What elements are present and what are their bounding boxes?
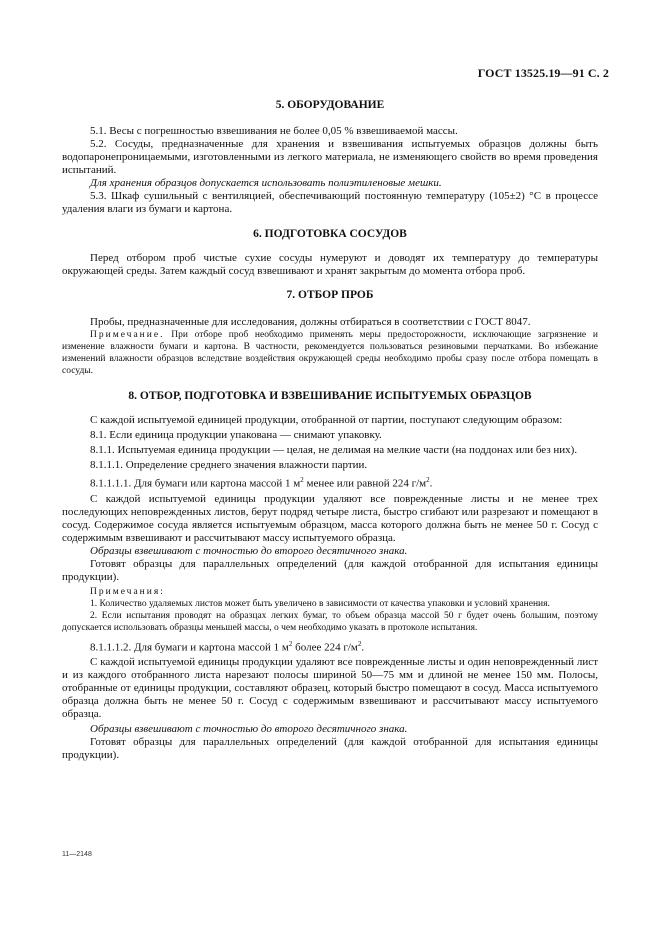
- superscript: 2: [288, 639, 293, 648]
- section-5-title: 5. ОБОРУДОВАНИЕ: [275, 99, 385, 111]
- section-8-title: 8. ОТБОР, ПОДГОТОВКА И ВЗВЕШИВАНИЕ ИСПЫТУЕМЫХ ОБРАЗЦОВ: [128, 390, 532, 402]
- paragraph-7-1: Пробы, предназначенные для исследования, должны отбираться в соответствии с ГОСТ 8047.: [90, 316, 531, 328]
- text-part: менее или равной 224 г/м: [303, 477, 427, 490]
- note-7: [62, 329, 598, 377]
- paragraph-6-1: Перед отбором проб чистые сухие сосуды нумеруют и доводят их температуру до температуры окружающей среды. Затем каждый сосуд взвешивают и хранят закрытым до момента отбора проб.: [62, 252, 598, 277]
- text-part: более 224 г/м: [292, 641, 358, 654]
- paragraph-8-1-1-1-1: [62, 474, 598, 491]
- paragraph-5-3: 5.3. Шкаф сушильный с вентиляцией, обеспечивающий постоянную температуру (105±2) °С в процессе удаления влаги из бумаги и картона.: [62, 190, 598, 215]
- notes-label: [62, 586, 598, 598]
- superscript: 2: [357, 639, 362, 648]
- note-label: Примечание.: [90, 330, 165, 340]
- paragraph-8-1: 8.1. Если единица продукции упакована — снимают упаковку.: [90, 429, 382, 441]
- text-part: .: [361, 641, 365, 654]
- text-part: 8.1.1.1.1. Для бумаги или картона массой 1 м: [90, 477, 301, 490]
- paragraph-8-1-1-1-2: [62, 638, 598, 655]
- superscript: 2: [300, 476, 304, 484]
- paragraph-8-parallel-2: Готовят образцы для параллельных определений (для каждой отобранной для испытания единицы продукции).: [62, 736, 598, 762]
- document-body: [62, 98, 598, 762]
- note-1: 1. Количество удаляемых листов может быть увеличено в зависимости от качества упаковки и условий хранения.: [90, 598, 550, 609]
- page-header: ГОСТ 13525.19—91 С. 2: [477, 66, 609, 80]
- section-6-title: 6. ПОДГОТОВКА СОСУДОВ: [253, 228, 407, 240]
- paragraph-8-intro: С каждой испытуемой единицей продукции, отобранной от партии, поступают следующим образом:: [90, 414, 563, 426]
- note-2: 2. Если испытания проводят на образцах легких бумаг, то объем образца массой 50 г будет очень большим, поэтому допускается использовать образцы меньшей массы, о чем необходимо указать в протоколе испытания.: [62, 610, 598, 633]
- paragraph-8-italic-2: Образцы взвешивают с точностью до второго десятичного знака.: [90, 723, 408, 736]
- section-7-title: 7. ОТБОР ПРОБ: [286, 289, 374, 301]
- paragraph-8-italic-1: Образцы взвешивают с точностью до второго десятичного знака.: [90, 544, 408, 557]
- notes-label-text: Примечания:: [90, 586, 165, 597]
- text-part: .: [429, 477, 433, 490]
- paragraph-8-parallel-1: Готовят образцы для параллельных определений (для каждой отобранной для испытания единицы продукции).: [62, 557, 598, 583]
- paragraph-8-1-1: 8.1.1. Испытуемая единица продукции — целая, не делимая на мелкие части (на поддонах или без них).: [90, 444, 578, 456]
- paragraph-5-1: 5.1. Весы с погрешностью взвешивания не более 0,05 % взвешиваемой массы.: [90, 125, 458, 137]
- paragraph-8-procedure-2: С каждой испытуемой единицы продукции удаляют все поврежденные листы и один неповрежденный лист и из каждого отобранного листа нарезают полосы шириной 50—75 мм и длиной не менее 150 мм. Полосы, отобранные от единицы продукции, составляют образец, который быстро помещают в сосуд. Масса испытуемого образца должна быть не менее 50 г. Сосуд с содержимым взвешивают и рассчитывают массу испытуемого образца.: [62, 656, 598, 721]
- paragraph-8-1-1-1: 8.1.1.1. Определение среднего значения влажности партии.: [90, 459, 368, 471]
- paragraph-5-2-italic: Для хранения образцов допускается использовать полиэтиленовые мешки.: [90, 177, 442, 189]
- text-part: 8.1.1.1.2. Для бумаги и картона массой 1 м: [90, 641, 289, 654]
- page-footer-code: 11—2148: [62, 851, 92, 858]
- superscript: 2: [426, 476, 430, 484]
- note-text: При отборе проб необходимо применять меры предосторожности, исключающие загрязнение и изменение влажности бумаги и картона. В частности, рекомендуется пользоваться резиновыми перчатками. Во избежание изменений влажности образцов вследствие воздействия окружающей среды необходимо пробы сразу после отбора помещать в сосуды.: [62, 330, 598, 376]
- paragraph-8-procedure-1: С каждой испытуемой единицы продукции удаляют все поврежденные листы и не менее трех последующих неповрежденных листов, берут подряд четыре листа, быстро сгибают или разрезают и помещают в сосуд. Содержимое сосуда является испытуемым образцом, масса которого должна быть не менее 50 г. Сосуд с содержимым взвешивают и рассчитывают массу испытуемого образца.: [62, 492, 598, 544]
- paragraph-5-2: 5.2. Сосуды, предназначенные для хранения и взвешивания испытуемых образцов должны быть водопаронепроницаемыми, изготовленными из легкого материала, не изменяющего свойств во время проведения испытаний.: [62, 138, 598, 176]
